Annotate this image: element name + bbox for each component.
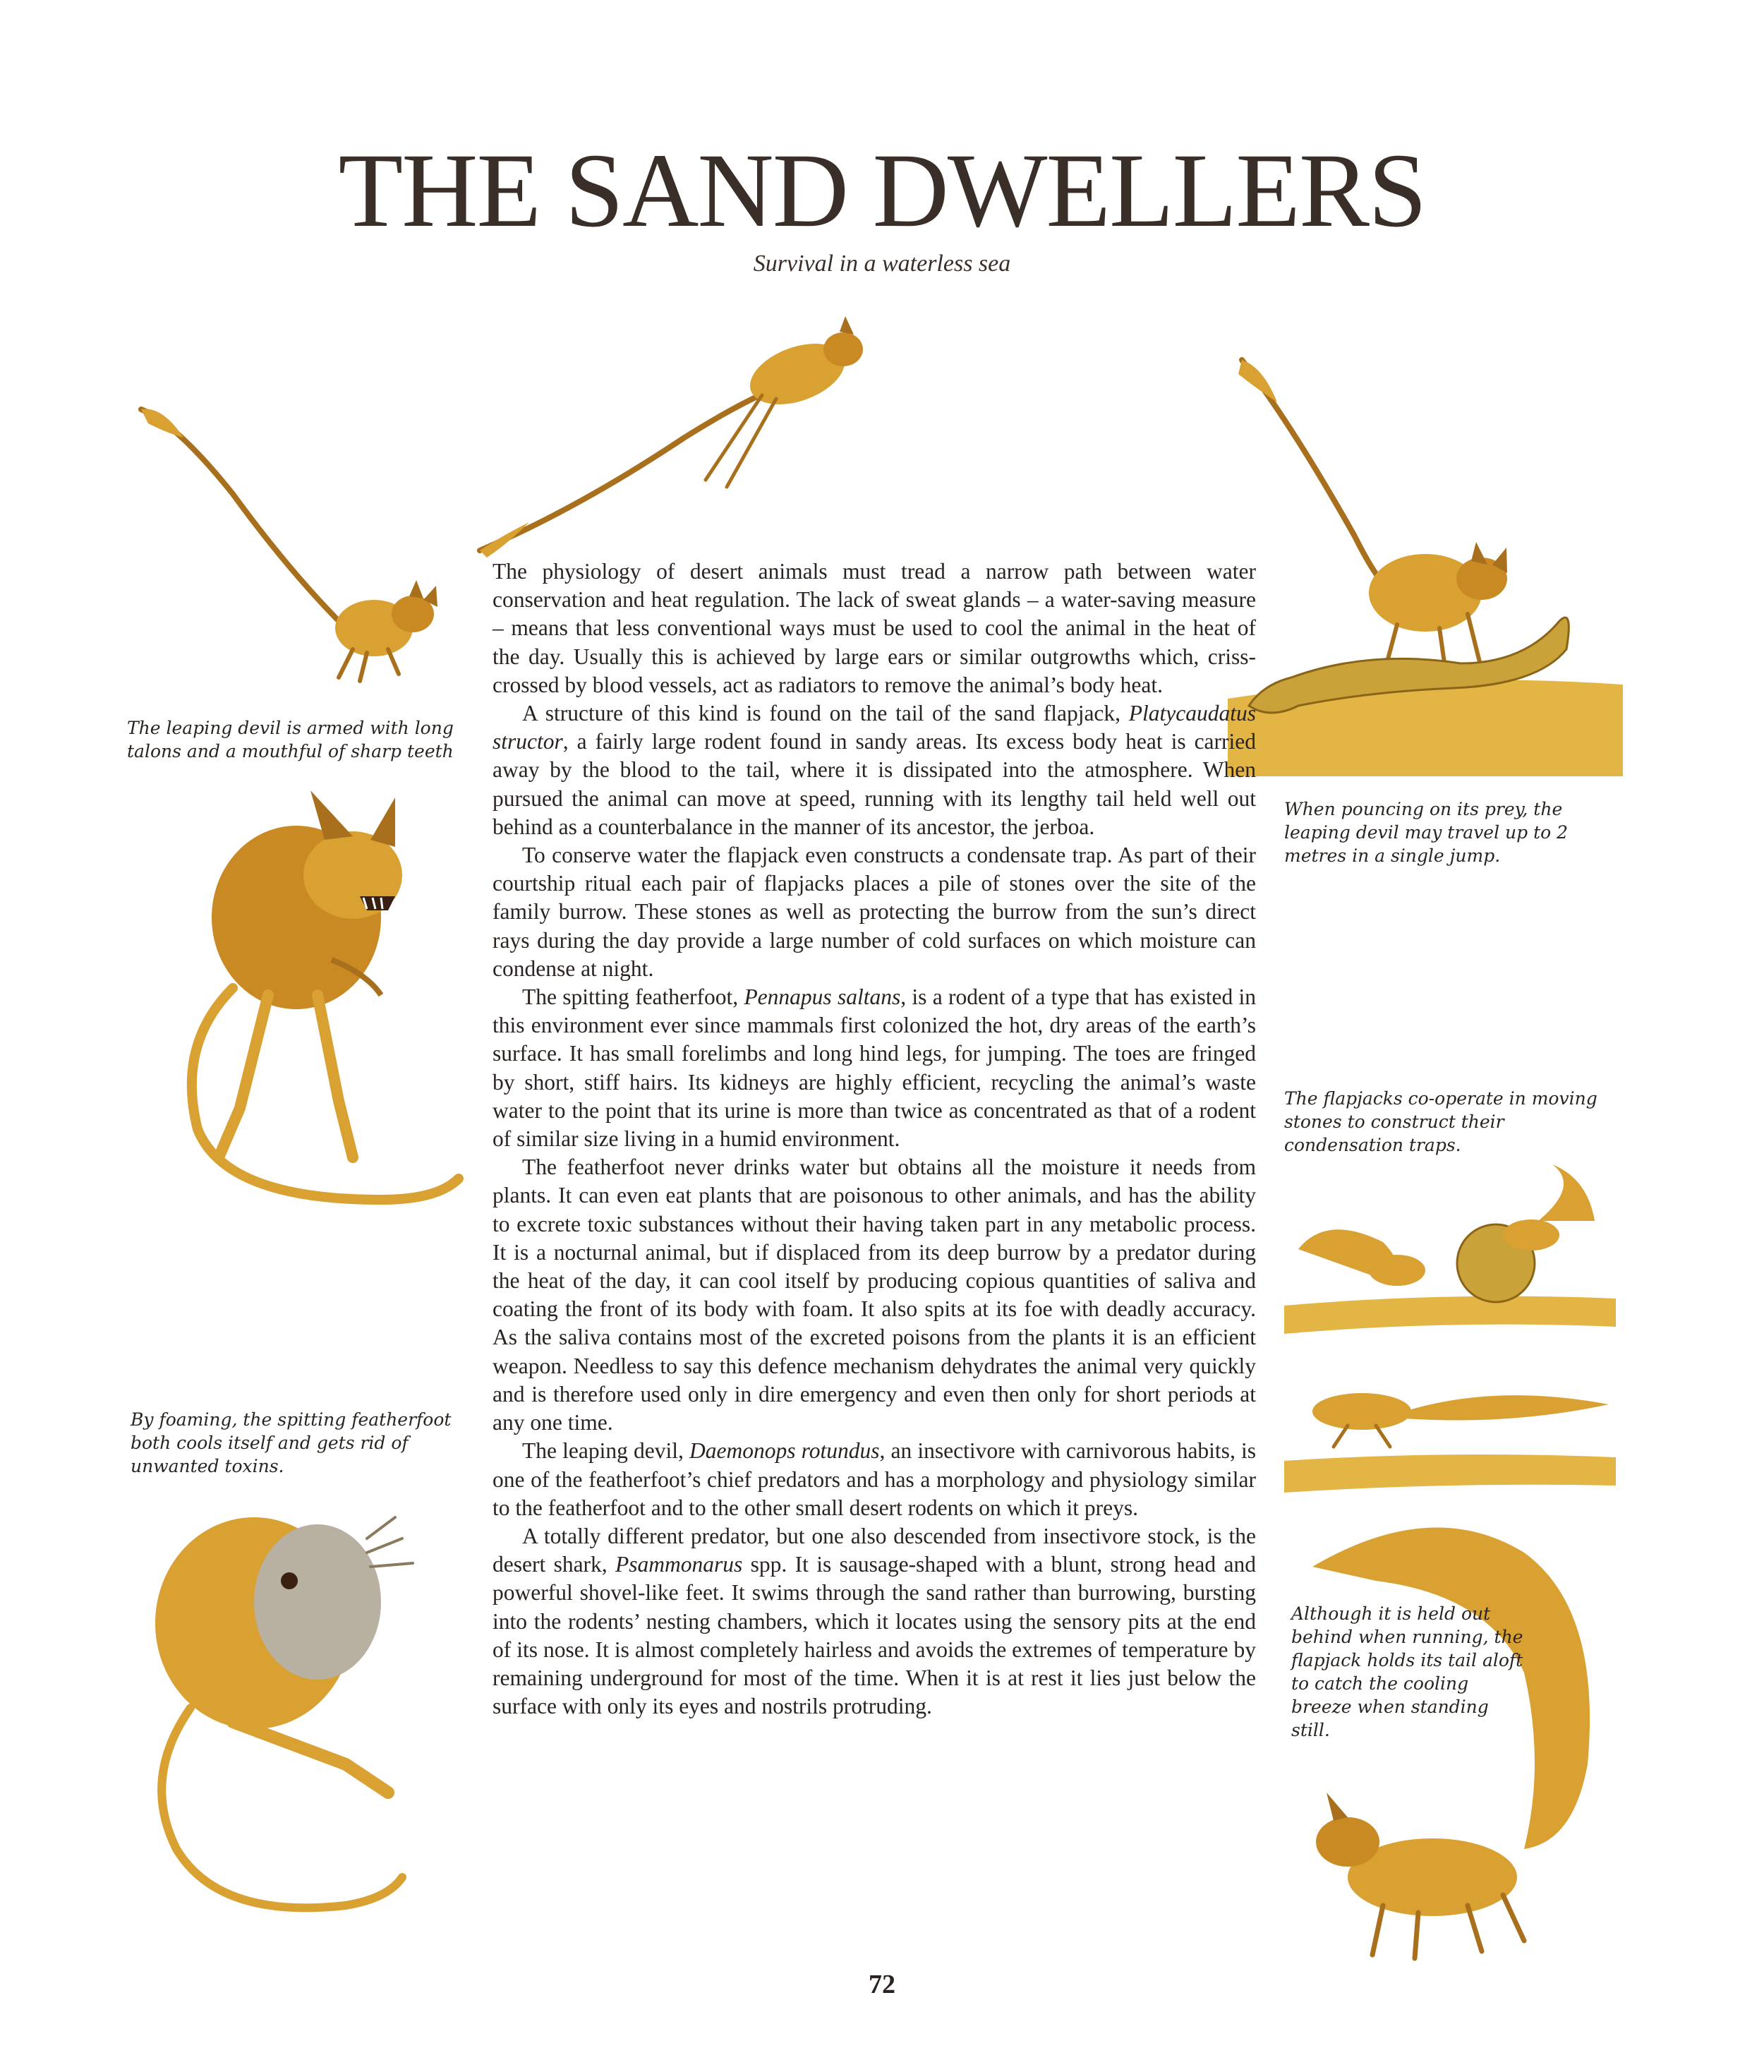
- paragraph-text: The leaping devil,: [522, 1438, 689, 1464]
- leaping-devil-pouncing-illustration: [1228, 353, 1623, 776]
- paragraph-text: spp. It is sausage-shaped with a blunt, strong head and powerful shovel-like feet. It swims through the sand rather than burrowing, bursting into the rodents’ nesting chambers, which it locates using the sensory pits at the end of its nose. It is almost completely hairless and avoids the extremes of temperature by remaining underground for most of the time. When it is at rest it lies just below the surface with only its eyes and nostrils protruding.: [493, 1552, 1256, 1719]
- paragraph-text: A totally different predator, but one also descended from insectivore stock, is the desert shark,: [493, 1523, 1256, 1577]
- body-paragraph: [493, 983, 1256, 1153]
- caption-leaping-devil-pounce: When pouncing on its prey, the leaping devil may travel up to 2 metres in a single jump.: [1284, 799, 1569, 866]
- paragraph-text: To conserve water the flapjack even constructs a condensate trap. As part of their courtship ritual each pair of flapjacks places a pile of stones over the site of the family burrow. These stones as well as protecting the burrow from the sun’s direct rays during the day provide a large number of cold surfaces on which moisture can condense at night.: [493, 843, 1256, 981]
- leaping-devil-illustration-jumping: [473, 311, 882, 572]
- species-name: Pennapus saltans: [744, 984, 901, 1010]
- paragraph-text: A structure of this kind is found on the tail of the sand flapjack,: [522, 701, 1129, 726]
- paragraph-text: The physiology of desert animals must tread a narrow path between water conservation and heat regulation. The lack of sweat glands – a water-saving measure – means that less conventional ways must be used to cool the animal in the heat of the day. Usually this is achieved by large ears or similar outgrowths which, criss-crossed by blood vessels, act as radiators to remove the animal’s body heat.: [493, 559, 1256, 697]
- flapjack-running-illustration: [1284, 1369, 1616, 1496]
- species-name: Daemonops rotundus: [689, 1438, 880, 1464]
- page-subtitle: Survival in a waterless sea: [753, 251, 1011, 277]
- flapjack-tail-aloft-illustration: [1291, 1510, 1623, 1976]
- paragraph-text: The featherfoot never drinks water but obtains all the moisture it needs from plants. It can even eat plants that are poisonous to other animals, and has the ability to excrete toxic substances without their having taken part in any metabolic process. It is a nocturnal animal, but if displaced from its deep burrow by a predator during the heat of the day, it can cool itself by producing copious quantities of saliva and coating the front of its body with foam. It also spits at its foe with deadly accuracy. As the saliva contains most of the excreted poisons from the plants it is an efficient weapon. Needless to say this defence mechanism dehydrates the animal very quickly and is therefore used only in dire emergency and even then only for short periods at any one time.: [493, 1155, 1256, 1435]
- paragraph-text: , is a rodent of a type that has existed in this environment ever since mammals first colonized the hot, dry areas of the earth’s surface. It has small forelimbs and long hind legs, for jumping. The toes are fringed by short, stiff hairs. Its kidneys are highly efficient, recycling the animal’s waste water to the point that its urine is more than twice as concentrated as that of a rodent of similar size living in a humid environment.: [493, 984, 1256, 1152]
- paragraph-text: , a fairly large rodent found in sandy areas. Its excess body heat is carried away by the blood to the tail, where it is dissipated into the atmosphere. When pursued the animal can move at speed, running with its lengthy tail held well out behind as a counterbalance in the manner of its ancestor, the jerboa.: [493, 729, 1256, 839]
- caption-featherfoot-foaming: By foaming, the spitting featherfoot both cools itself and gets rid of unwanted toxins.: [131, 1409, 452, 1476]
- body-paragraph: [493, 558, 1256, 699]
- caption-flapjack-tail: Although it is held out behind when running, the flapjack holds its tail aloft to catch the cooling breeze when standing still.: [1291, 1603, 1523, 1740]
- species-name: Platycaudatus structor: [493, 701, 1256, 754]
- flapjacks-moving-stone-illustration: [1284, 1157, 1616, 1348]
- page-title: THE SAND DWELLERS: [338, 132, 1426, 249]
- article-body: [493, 558, 1256, 1721]
- leaping-devil-talons-illustration: [169, 776, 466, 1228]
- paragraph-text: , an insectivore with carnivorous habits, is one of the featherfoot’s chief predators and has a morphology and physiology similar to the featherfoot and to the other small desert rodents on which it preys.: [493, 1438, 1256, 1520]
- body-paragraph: [493, 699, 1256, 841]
- body-paragraph: [493, 1437, 1256, 1522]
- page-number: 72: [869, 1970, 895, 1999]
- paragraph-text: The spitting featherfoot,: [522, 984, 744, 1010]
- body-paragraph: [493, 1522, 1256, 1721]
- spitting-featherfoot-illustration: [134, 1496, 473, 1948]
- body-paragraph: [493, 841, 1256, 983]
- caption-leaping-devil-armed: The leaping devil is armed with long talons and a mouthful of sharp teeth: [127, 718, 454, 761]
- caption-flapjacks-cooperate: The flapjacks co-operate in moving stones to construct their condensation traps.: [1284, 1088, 1597, 1155]
- body-paragraph: [493, 1153, 1256, 1437]
- leaping-devil-illustration-top-left: [134, 395, 473, 692]
- species-name: Psammonarus: [615, 1552, 743, 1577]
